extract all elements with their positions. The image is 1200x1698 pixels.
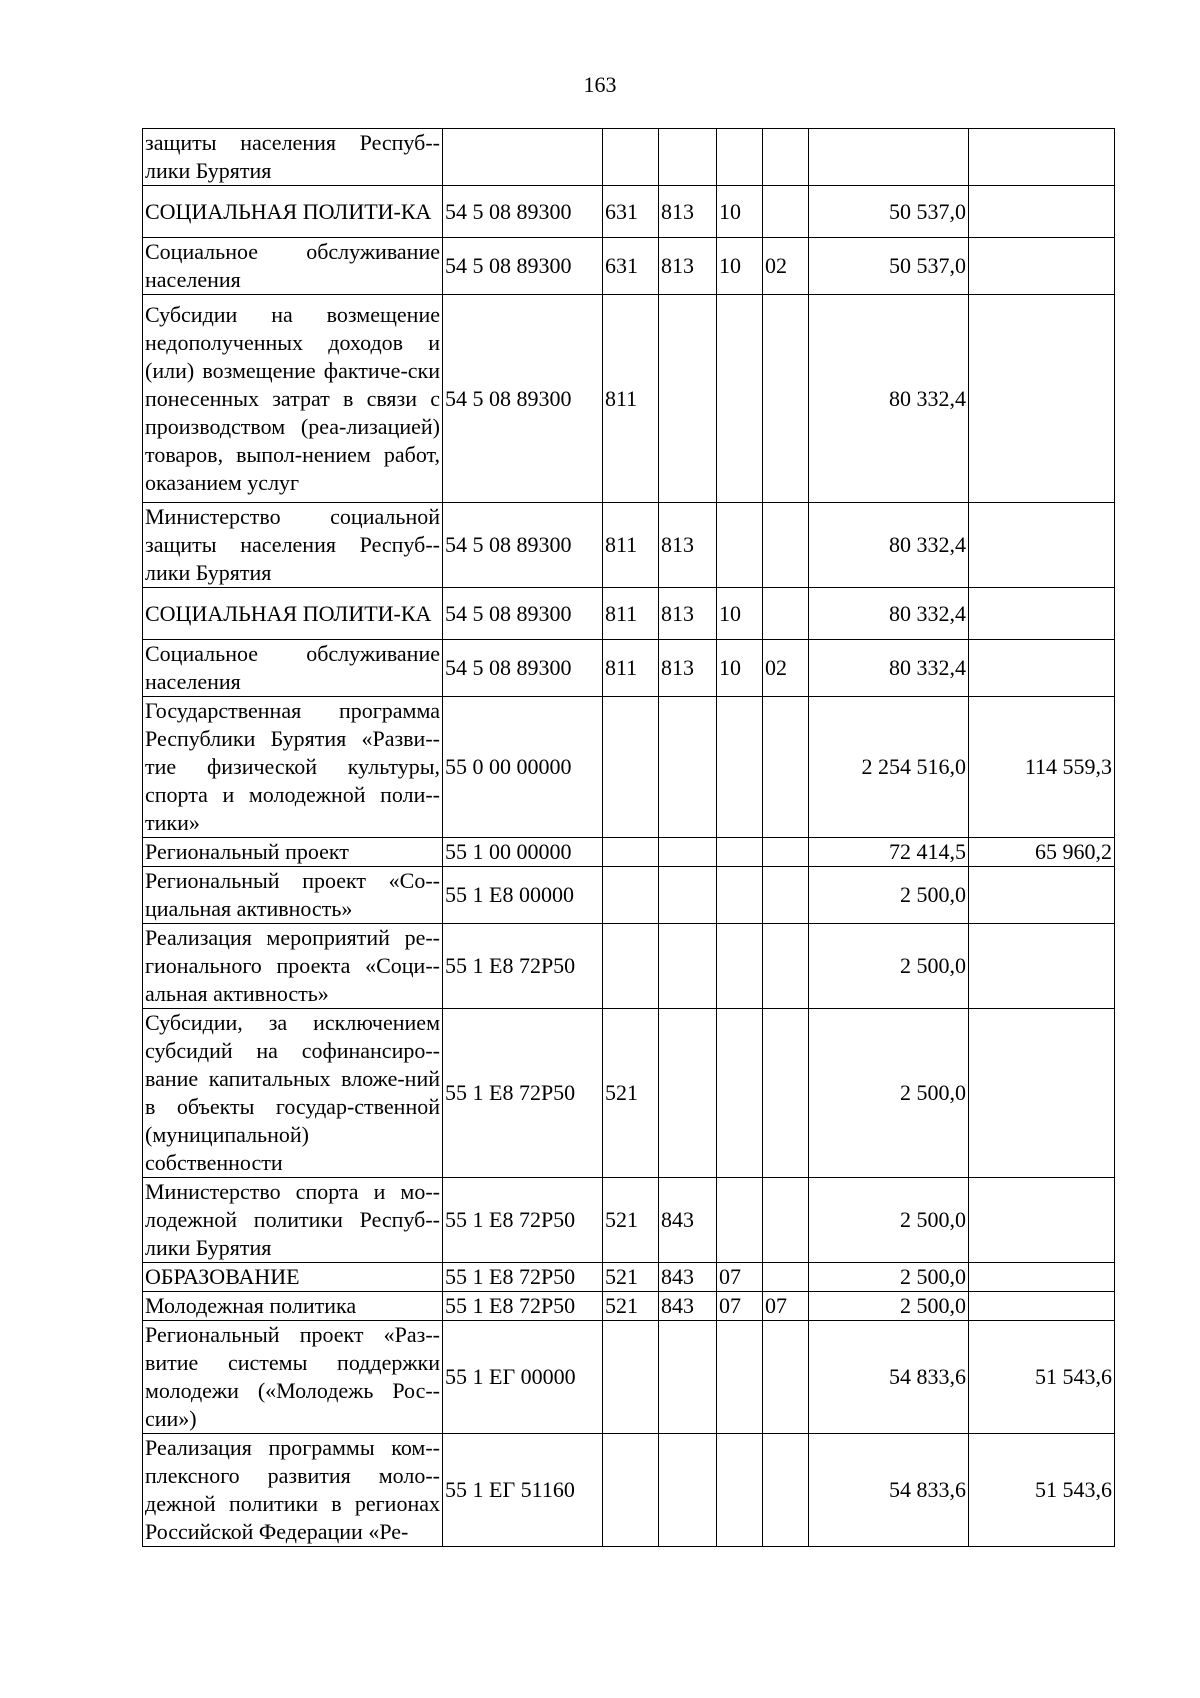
table-row <box>143 295 1115 503</box>
department-code: 813 <box>659 588 717 640</box>
page-number: 163 <box>583 72 617 97</box>
target-article-code: 55 1 Е8 00000 <box>443 867 603 924</box>
amount-federal <box>969 129 1115 186</box>
expense-type-code: 811 <box>603 588 659 640</box>
expense-type-code: 631 <box>603 238 659 295</box>
expense-type-code <box>603 697 659 838</box>
target-article-code: 55 1 Е8 72Р50 <box>443 924 603 1009</box>
section-code: 10 <box>717 640 763 697</box>
expense-type-code: 521 <box>603 1009 659 1178</box>
amount-total: 80 332,4 <box>809 640 969 697</box>
department-code <box>659 1321 717 1434</box>
expense-type-code: 811 <box>603 295 659 503</box>
department-code <box>659 1434 717 1547</box>
target-article-code: 54 5 08 89300 <box>443 238 603 295</box>
section-code <box>717 697 763 838</box>
budget-table <box>142 128 1115 1547</box>
amount-total: 50 537,0 <box>809 186 969 238</box>
amount-total: 72 414,5 <box>809 838 969 867</box>
amount-federal: 51 543,6 <box>969 1321 1115 1434</box>
item-name: Региональный проект <box>143 838 443 867</box>
item-name: Министерство социальной защиты населения Респуб-лики Бурятия <box>143 503 443 588</box>
amount-total: 2 500,0 <box>809 1178 969 1263</box>
amount-federal <box>969 1263 1115 1292</box>
table-row <box>143 1292 1115 1321</box>
item-name: Реализация программы ком-плексного развития моло-дежной политики в регионах Российской Федерации «Ре- <box>143 1434 443 1547</box>
item-name: Социальное обслуживание населения <box>143 640 443 697</box>
amount-federal: 114 559,3 <box>969 697 1115 838</box>
expense-type-code <box>603 1434 659 1547</box>
amount-total: 2 254 516,0 <box>809 697 969 838</box>
table-row <box>143 1009 1115 1178</box>
section-code <box>717 924 763 1009</box>
item-name: СОЦИАЛЬНАЯ ПОЛИТИ-КА <box>143 186 443 238</box>
section-code <box>717 503 763 588</box>
amount-total: 2 500,0 <box>809 1292 969 1321</box>
section-code: 10 <box>717 238 763 295</box>
item-name: защиты населения Респуб-лики Бурятия <box>143 129 443 186</box>
expense-type-code: 521 <box>603 1292 659 1321</box>
subsection-code <box>763 295 809 503</box>
subsection-code: 02 <box>763 238 809 295</box>
subsection-code <box>763 1178 809 1263</box>
target-article-code: 54 5 08 89300 <box>443 186 603 238</box>
subsection-code <box>763 838 809 867</box>
subsection-code <box>763 924 809 1009</box>
department-code: 843 <box>659 1263 717 1292</box>
table-row <box>143 1263 1115 1292</box>
section-code <box>717 1434 763 1547</box>
expense-type-code <box>603 838 659 867</box>
item-name: Молодежная политика <box>143 1292 443 1321</box>
subsection-code <box>763 503 809 588</box>
amount-total: 2 500,0 <box>809 924 969 1009</box>
item-name: Субсидии на возмещение недополученных доходов и (или) возмещение фактиче-ски понесенных затрат в связи с производством (реа-лизацией) товаров, выпол-нением работ, оказанием услуг <box>143 295 443 503</box>
section-code <box>717 295 763 503</box>
table-row <box>143 1178 1115 1263</box>
department-code <box>659 867 717 924</box>
amount-federal <box>969 588 1115 640</box>
department-code: 843 <box>659 1178 717 1263</box>
target-article-code: 55 1 Е8 72Р50 <box>443 1292 603 1321</box>
table-row <box>143 1321 1115 1434</box>
section-code <box>717 1009 763 1178</box>
amount-federal <box>969 867 1115 924</box>
department-code <box>659 295 717 503</box>
subsection-code <box>763 186 809 238</box>
amount-federal <box>969 1292 1115 1321</box>
department-code <box>659 697 717 838</box>
table-row <box>143 1434 1115 1547</box>
target-article-code: 55 1 ЕГ 00000 <box>443 1321 603 1434</box>
department-code: 813 <box>659 503 717 588</box>
target-article-code: 55 1 Е8 72Р50 <box>443 1178 603 1263</box>
amount-federal: 51 543,6 <box>969 1434 1115 1547</box>
target-article-code: 54 5 08 89300 <box>443 640 603 697</box>
target-article-code: 55 1 ЕГ 51160 <box>443 1434 603 1547</box>
amount-federal <box>969 1009 1115 1178</box>
item-name: ОБРАЗОВАНИЕ <box>143 1263 443 1292</box>
department-code <box>659 129 717 186</box>
target-article-code <box>443 129 603 186</box>
section-code: 07 <box>717 1292 763 1321</box>
table-row <box>143 129 1115 186</box>
subsection-code <box>763 1009 809 1178</box>
expense-type-code <box>603 129 659 186</box>
section-code: 07 <box>717 1263 763 1292</box>
subsection-code <box>763 867 809 924</box>
target-article-code: 54 5 08 89300 <box>443 588 603 640</box>
target-article-code: 55 1 Е8 72Р50 <box>443 1263 603 1292</box>
section-code <box>717 1321 763 1434</box>
target-article-code: 54 5 08 89300 <box>443 295 603 503</box>
subsection-code <box>763 1434 809 1547</box>
amount-federal <box>969 924 1115 1009</box>
subsection-code <box>763 1321 809 1434</box>
item-name: Региональный проект «Со-циальная активность» <box>143 867 443 924</box>
item-name: Региональный проект «Раз-витие системы поддержки молодежи («Молодежь Рос-сии») <box>143 1321 443 1434</box>
amount-total: 54 833,6 <box>809 1434 969 1547</box>
amount-federal <box>969 295 1115 503</box>
expense-type-code: 631 <box>603 186 659 238</box>
expense-type-code: 521 <box>603 1263 659 1292</box>
amount-federal <box>969 640 1115 697</box>
target-article-code: 55 0 00 00000 <box>443 697 603 838</box>
table-row <box>143 503 1115 588</box>
expense-type-code: 521 <box>603 1178 659 1263</box>
table-row <box>143 186 1115 238</box>
subsection-code: 02 <box>763 640 809 697</box>
amount-total: 2 500,0 <box>809 1263 969 1292</box>
target-article-code: 55 1 00 00000 <box>443 838 603 867</box>
expense-type-code: 811 <box>603 503 659 588</box>
expense-type-code: 811 <box>603 640 659 697</box>
amount-federal: 65 960,2 <box>969 838 1115 867</box>
section-code <box>717 838 763 867</box>
target-article-code: 54 5 08 89300 <box>443 503 603 588</box>
department-code: 843 <box>659 1292 717 1321</box>
section-code <box>717 1178 763 1263</box>
item-name: Реализация мероприятий ре-гионального проекта «Соци-альная активность» <box>143 924 443 1009</box>
expense-type-code <box>603 867 659 924</box>
amount-total: 50 537,0 <box>809 238 969 295</box>
target-article-code: 55 1 Е8 72Р50 <box>443 1009 603 1178</box>
amount-federal <box>969 238 1115 295</box>
item-name: Социальное обслуживание населения <box>143 238 443 295</box>
table-body <box>143 129 1115 1547</box>
amount-federal <box>969 503 1115 588</box>
table-row <box>143 697 1115 838</box>
department-code: 813 <box>659 238 717 295</box>
department-code <box>659 924 717 1009</box>
amount-total <box>809 129 969 186</box>
amount-total: 80 332,4 <box>809 295 969 503</box>
amount-total: 80 332,4 <box>809 503 969 588</box>
amount-total: 80 332,4 <box>809 588 969 640</box>
department-code <box>659 838 717 867</box>
amount-total: 54 833,6 <box>809 1321 969 1434</box>
amount-federal <box>969 186 1115 238</box>
department-code <box>659 1009 717 1178</box>
subsection-code: 07 <box>763 1292 809 1321</box>
item-name: Субсидии, за исключением субсидий на софинансиро-вание капитальных вложе-ний в объекты государ-ственной (муниципальной) собственности <box>143 1009 443 1178</box>
section-code <box>717 867 763 924</box>
amount-total: 2 500,0 <box>809 1009 969 1178</box>
item-name: Государственная программа Республики Бурятия «Разви-тие физической культуры, спорта и молодежной поли-тики» <box>143 697 443 838</box>
table-row <box>143 924 1115 1009</box>
table-row <box>143 838 1115 867</box>
subsection-code <box>763 1263 809 1292</box>
table-row <box>143 238 1115 295</box>
amount-total: 2 500,0 <box>809 867 969 924</box>
table-row <box>143 588 1115 640</box>
table-row <box>143 867 1115 924</box>
item-name: СОЦИАЛЬНАЯ ПОЛИТИ-КА <box>143 588 443 640</box>
department-code: 813 <box>659 640 717 697</box>
amount-federal <box>969 1178 1115 1263</box>
item-name: Министерство спорта и мо-лодежной политики Респуб-лики Бурятия <box>143 1178 443 1263</box>
subsection-code <box>763 129 809 186</box>
table-row <box>143 640 1115 697</box>
section-code: 10 <box>717 588 763 640</box>
subsection-code <box>763 588 809 640</box>
expense-type-code <box>603 1321 659 1434</box>
section-code <box>717 129 763 186</box>
section-code: 10 <box>717 186 763 238</box>
department-code: 813 <box>659 186 717 238</box>
subsection-code <box>763 697 809 838</box>
expense-type-code <box>603 924 659 1009</box>
